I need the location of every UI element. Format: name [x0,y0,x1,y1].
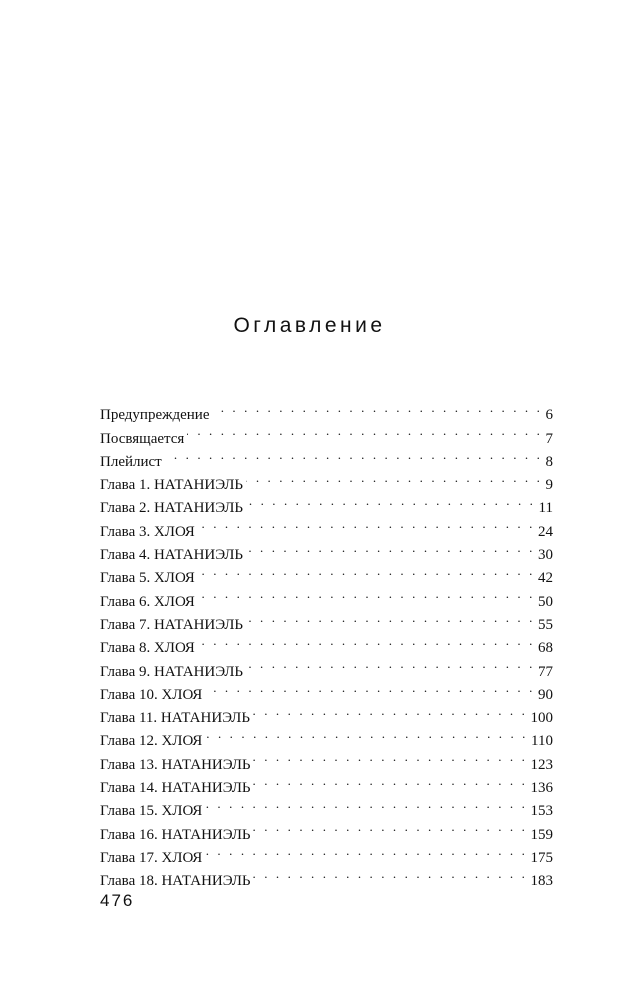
dot-leader [198,512,535,535]
toc-entry-label: Глава 14. НАТАНИЭЛЬ [100,780,251,797]
dot-leader [212,396,542,419]
toc-entry-label: Глава 7. НАТАНИЭЛЬ [100,616,243,633]
dot-leader [205,792,527,815]
toc-entry[interactable] [100,443,553,470]
toc-entry-page: 9 [545,477,553,494]
table-of-contents [100,396,553,890]
toc-entry-label: Глава 5. ХЛОЯ [100,570,195,587]
toc-entry-page: 6 [545,407,553,424]
dot-leader [198,629,535,652]
toc-entry-label: Глава 4. НАТАНИЭЛЬ [100,547,243,564]
dot-leader [253,815,527,838]
dot-leader [198,582,535,605]
toc-entry-page: 153 [530,803,553,820]
dot-leader [246,489,536,512]
toc-entry-page: 110 [531,733,553,750]
toc-entry-page: 68 [538,640,553,657]
toc-entry-label: Глава 10. ХЛОЯ [100,686,203,703]
dot-leader [253,699,528,722]
toc-entry-page: 24 [538,523,553,540]
toc-entry-page: 175 [530,849,553,866]
toc-entry-label: Глава 17. ХЛОЯ [100,849,203,866]
toc-entry[interactable] [100,396,553,424]
toc-entry-label: Предупреждение [100,407,210,424]
toc-entry-page: 136 [530,780,553,797]
toc-entry-page: 30 [538,547,553,564]
toc-entry-page: 42 [538,570,553,587]
toc-entry-label: Глава 15. ХЛОЯ [100,803,203,820]
toc-entry-label: Глава 1. НАТАНИЭЛЬ [100,477,243,494]
dot-leader [198,559,535,582]
dot-leader [253,862,527,885]
toc-entry-label: Глава 6. ХЛОЯ [100,593,195,610]
toc-entry-page: 7 [545,430,553,447]
toc-entry-page: 50 [538,593,553,610]
dot-leader [246,606,535,629]
toc-entry-label: Глава 2. НАТАНИЭЛЬ [100,500,243,517]
toc-entry-label: Глава 13. НАТАНИЭЛЬ [100,756,251,773]
page-number: 476 [100,891,135,910]
toc-entry-label: Глава 9. НАТАНИЭЛЬ [100,663,243,680]
toc-entry-page: 77 [538,663,553,680]
dot-leader [253,769,527,792]
dot-leader [205,839,527,862]
toc-entry-label: Глава 12. ХЛОЯ [100,733,203,750]
toc-entry-page: 90 [538,686,553,703]
toc-entry-page: 100 [530,710,553,727]
toc-entry-page: 123 [530,756,553,773]
toc-entry-page: 183 [530,873,553,890]
dot-leader [165,443,543,466]
dot-leader [246,466,543,489]
toc-entry-page: 8 [545,453,553,470]
toc-entry-label: Глава 3. ХЛОЯ [100,523,195,540]
toc-entry-label: Глава 16. НАТАНИЭЛЬ [100,826,251,843]
toc-entry-page: 11 [538,500,553,517]
toc-entry-label: Глава 11. НАТАНИЭЛЬ [100,710,250,727]
toc-heading: Оглавление [233,314,386,337]
dot-leader [205,722,528,745]
toc-entry-page: 159 [530,826,553,843]
toc-entry[interactable] [100,466,553,494]
toc-entry-label: Глава 18. НАТАНИЭЛЬ [100,873,251,890]
dot-leader [253,745,527,768]
dot-leader [187,419,542,442]
dot-leader [246,536,535,559]
toc-entry-label: Посвящается [100,430,185,447]
toc-entry-page: 55 [538,616,553,633]
toc-entry-label: Глава 8. ХЛОЯ [100,640,195,657]
dot-leader [205,676,535,699]
toc-entry-label: Плейлист [100,453,162,470]
dot-leader [246,652,535,675]
